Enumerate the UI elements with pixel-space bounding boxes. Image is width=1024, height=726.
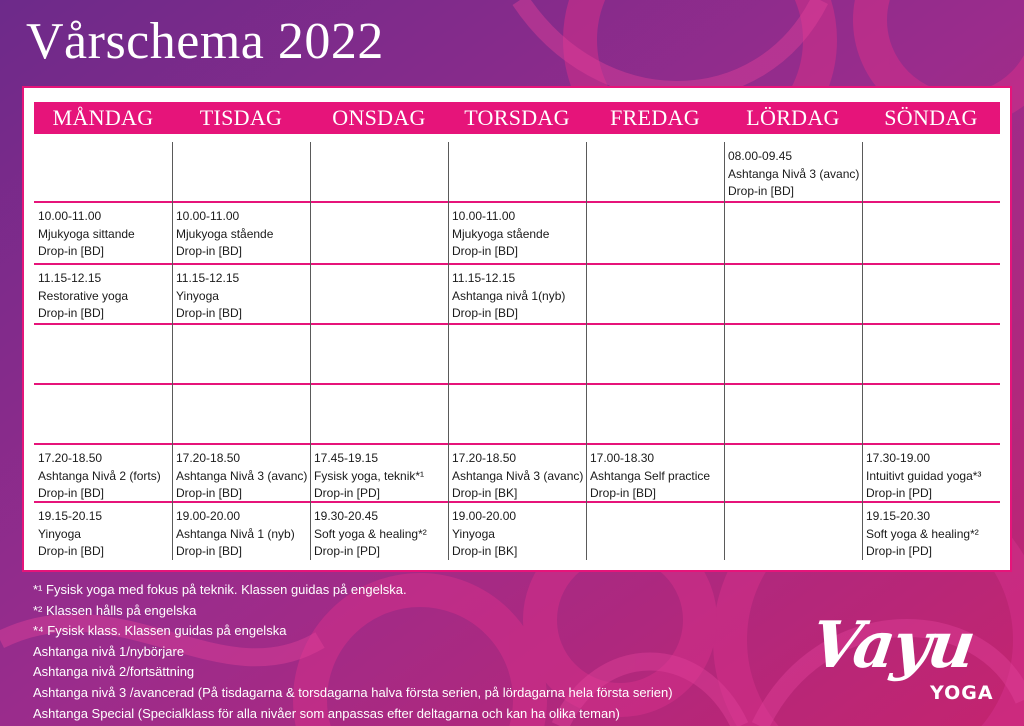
class-booking: Drop-in [BD] xyxy=(728,184,795,198)
class-time: 19.15-20.30 xyxy=(866,509,931,523)
footnote: *⁴ Fysisk klass. Klassen guidas på engelska xyxy=(33,623,287,639)
class-entry xyxy=(38,508,104,561)
class-time: 10.00-11.00 xyxy=(176,209,240,223)
schedule-table xyxy=(22,86,1012,572)
row-divider xyxy=(34,323,1000,325)
class-booking: Drop-in [BD] xyxy=(38,544,105,558)
footnote: *¹ Fysisk yoga med fokus på teknik. Klassen guidas på engelska. xyxy=(33,582,407,597)
class-name: Soft yoga & healing*² xyxy=(314,526,427,541)
class-name: Intuitivt guidad yoga*³ xyxy=(866,468,982,483)
class-entry xyxy=(452,450,583,503)
class-name: Fysisk yoga, teknik*¹ xyxy=(314,468,425,483)
class-booking: Drop-in [BD] xyxy=(176,306,243,320)
schedule-grid xyxy=(34,142,1000,560)
class-entry xyxy=(728,148,859,201)
class-booking: Drop-in [BD] xyxy=(176,486,243,500)
page-title: Vårschema 2022 xyxy=(26,13,384,70)
column-divider xyxy=(172,142,173,560)
class-entry xyxy=(176,270,242,323)
day-header-monday: MÅNDAG xyxy=(52,105,154,130)
logo-subtitle: YOGA xyxy=(930,682,994,704)
class-booking: Drop-in [BD] xyxy=(176,544,243,558)
class-booking: Drop-in [PD] xyxy=(314,544,381,558)
class-name: Mjukyoga stående xyxy=(452,226,550,241)
class-name: Ashtanga Nivå 1 (nyb) xyxy=(176,526,295,541)
day-header-row xyxy=(34,102,1000,134)
day-header-tuesday: TISDAG xyxy=(199,105,283,130)
footnote: Ashtanga nivå 1/nybörjare xyxy=(33,643,185,659)
column-divider xyxy=(862,142,863,560)
class-entry xyxy=(38,450,161,503)
class-name: Ashtanga Nivå 3 (avanc) xyxy=(452,468,584,483)
class-name: Ashtanga Nivå 3 (avanc) xyxy=(176,468,308,483)
day-header-friday: FREDAG xyxy=(610,105,700,130)
class-entry xyxy=(452,270,565,323)
class-name: Yinyoga xyxy=(176,288,219,303)
day-header-sunday: SÖNDAG xyxy=(884,105,978,130)
row-divider xyxy=(34,201,1000,203)
class-time: 19.00-20.00 xyxy=(452,509,517,523)
class-booking: Drop-in [BK] xyxy=(452,544,518,558)
class-booking: Drop-in [BD] xyxy=(176,244,243,258)
class-entry xyxy=(38,208,135,261)
class-entry xyxy=(314,508,427,561)
class-time: 17.45-19.15 xyxy=(314,451,379,465)
class-booking: Drop-in [BD] xyxy=(590,486,657,500)
class-name: Ashtanga nivå 1(nyb) xyxy=(452,288,566,303)
class-booking: Drop-in [PD] xyxy=(866,486,933,500)
column-divider xyxy=(310,142,311,560)
class-name: Restorative yoga xyxy=(38,288,129,303)
class-name: Mjukyoga stående xyxy=(176,226,274,241)
class-booking: Drop-in [PD] xyxy=(866,544,933,558)
class-time: 11.15-12.15 xyxy=(452,271,516,285)
class-booking: Drop-in [BD] xyxy=(452,244,519,258)
class-time: 10.00-11.00 xyxy=(38,209,102,223)
class-entry xyxy=(38,270,128,323)
class-entry xyxy=(866,508,979,561)
class-time: 17.20-18.50 xyxy=(176,451,241,465)
class-time: 19.15-20.15 xyxy=(38,509,103,523)
class-time: 17.20-18.50 xyxy=(38,451,103,465)
class-name: Ashtanga Self practice xyxy=(590,468,711,483)
logo-wordmark: Vayu xyxy=(806,608,979,683)
day-header-wednesday: ONSDAG xyxy=(332,105,426,130)
class-entry xyxy=(176,508,295,561)
class-booking: Drop-in [BD] xyxy=(38,306,105,320)
class-name: Mjukyoga sittande xyxy=(38,226,135,241)
class-name: Yinyoga xyxy=(38,526,81,541)
column-divider xyxy=(586,142,587,560)
class-entry xyxy=(590,450,710,503)
class-time: 19.30-20.45 xyxy=(314,509,379,523)
class-time: 19.00-20.00 xyxy=(176,509,241,523)
footnote: *² Klassen hålls på engelska xyxy=(33,602,197,618)
class-entry xyxy=(314,450,424,503)
row-divider xyxy=(34,383,1000,385)
class-entry xyxy=(176,208,273,261)
class-booking: Drop-in [BD] xyxy=(38,244,105,258)
class-name: Ashtanga Nivå 3 (avanc) xyxy=(728,166,860,181)
class-booking: Drop-in [BD] xyxy=(452,306,519,320)
class-time: 10.00-11.00 xyxy=(452,209,516,223)
day-header-thursday: TORSDAG xyxy=(464,105,570,130)
class-time: 11.15-12.15 xyxy=(38,271,102,285)
class-entry xyxy=(176,450,307,503)
class-time: 17.20-18.50 xyxy=(452,451,517,465)
class-entry xyxy=(866,450,981,503)
class-time: 17.00-18.30 xyxy=(590,451,655,465)
class-booking: Drop-in [PD] xyxy=(314,486,381,500)
class-name: Yinyoga xyxy=(452,526,495,541)
class-entry xyxy=(452,508,517,561)
row-divider xyxy=(34,443,1000,445)
footnotes xyxy=(33,580,673,724)
class-booking: Drop-in [BK] xyxy=(452,486,518,500)
vayu-yoga-logo xyxy=(804,608,1004,712)
footnote: Ashtanga nivå 2/fortsättning xyxy=(33,664,195,680)
day-header-saturday: LÖRDAG xyxy=(746,105,840,130)
class-time: 17.30-19.00 xyxy=(866,451,931,465)
row-divider xyxy=(34,263,1000,265)
footnote: Ashtanga nivå 3 /avancerad (På tisdagarna & torsdagarna halva första serien, på lördagarna hela första serien) xyxy=(33,684,673,700)
class-entry xyxy=(452,208,549,261)
class-name: Soft yoga & healing*² xyxy=(866,526,979,541)
class-time: 11.15-12.15 xyxy=(176,271,240,285)
footnote: Ashtanga Special (Specialklass för alla nivåer som anpassas efter deltagarna och kan ha olika teman) xyxy=(33,705,620,721)
class-booking: Drop-in [BD] xyxy=(38,486,105,500)
column-divider xyxy=(448,142,449,560)
class-name: Ashtanga Nivå 2 (forts) xyxy=(38,468,161,483)
column-divider xyxy=(724,142,725,560)
class-time: 08.00-09.45 xyxy=(728,149,793,163)
